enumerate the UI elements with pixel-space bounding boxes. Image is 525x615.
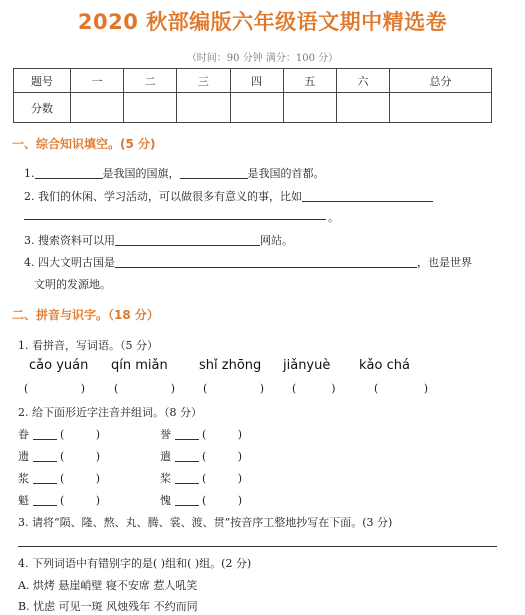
answer-box-1[interactable]: ( ) bbox=[24, 382, 86, 395]
question-2-4: 4. 下列词语中有错别字的是( )组和( )组。(2 分) bbox=[18, 557, 252, 570]
word-box[interactable]: ( ) bbox=[202, 450, 243, 463]
pinyin-5: kǎo chá bbox=[359, 358, 410, 373]
word-box[interactable]: ( ) bbox=[202, 472, 243, 485]
answer-box-2[interactable]: ( ) bbox=[114, 382, 176, 395]
score-header-cell: 六 bbox=[336, 69, 389, 93]
pinyin-blank[interactable] bbox=[175, 427, 199, 440]
score-header-cell: 题号 bbox=[14, 69, 71, 93]
pinyin-blank[interactable] bbox=[175, 449, 199, 462]
score-row-label: 分数 bbox=[14, 93, 71, 123]
q-text: 3. 搜索资料可以用 bbox=[24, 234, 115, 247]
pinyin-blank[interactable] bbox=[33, 427, 57, 440]
section-1-heading: 一、综合知识填空。(5 分) bbox=[12, 137, 156, 151]
pinyin-4: jiǎnyuè bbox=[283, 358, 331, 373]
answer-blank[interactable] bbox=[302, 189, 433, 202]
question-2-2: 2. 给下面形近字注音并组词。（8 分） bbox=[18, 406, 202, 419]
score-cell[interactable] bbox=[71, 93, 124, 123]
char-pair-row bbox=[18, 426, 100, 442]
q-text: 2. 我们的休闲、学习活动，可以做很多有意义的事，比如 bbox=[24, 190, 302, 203]
chinese-char: 魁 bbox=[18, 494, 29, 507]
score-cell[interactable] bbox=[230, 93, 283, 123]
chinese-char: 誉 bbox=[160, 428, 171, 441]
q-text: 4. 四大文明古国是 bbox=[24, 256, 115, 269]
score-cell[interactable] bbox=[177, 93, 230, 123]
score-header-cell: 五 bbox=[283, 69, 336, 93]
char-pair-row bbox=[160, 470, 242, 486]
chinese-char: 眷 bbox=[18, 428, 29, 441]
option-a: A. 烘烤 悬崖峭壁 寝不安席 惹人吼笑 bbox=[18, 579, 198, 592]
pinyin-blank[interactable] bbox=[33, 449, 57, 462]
char-pair-row bbox=[18, 492, 100, 508]
exam-info: （时间：90 分钟 满分：100 分） bbox=[186, 53, 339, 64]
q-text: ，也是世界 bbox=[417, 256, 472, 269]
pinyin-1: cǎo yuán bbox=[29, 358, 89, 373]
q-text: 文明的发源地。 bbox=[34, 278, 111, 291]
q-text: 是我国的首都。 bbox=[247, 167, 325, 180]
chinese-char: 桨 bbox=[160, 472, 171, 485]
word-box[interactable]: ( ) bbox=[60, 494, 101, 507]
score-header-cell: 总分 bbox=[390, 69, 492, 93]
chinese-char: 遣 bbox=[160, 450, 171, 463]
score-header-cell: 四 bbox=[230, 69, 283, 93]
q-text: 是我国的国旗， bbox=[102, 167, 180, 180]
score-header-cell: 三 bbox=[177, 69, 230, 93]
question-2-1: 1. 看拼音，写词语。（5 分） bbox=[18, 339, 158, 352]
pinyin-blank[interactable] bbox=[33, 471, 57, 484]
answer-line[interactable] bbox=[24, 219, 326, 220]
score-cell[interactable] bbox=[336, 93, 389, 123]
pinyin-blank[interactable] bbox=[175, 471, 199, 484]
answer-box-5[interactable]: ( ) bbox=[374, 382, 429, 395]
char-pair-row bbox=[18, 448, 100, 464]
word-box[interactable]: ( ) bbox=[202, 494, 243, 507]
score-header-cell: 二 bbox=[124, 69, 177, 93]
word-box[interactable]: ( ) bbox=[60, 472, 101, 485]
question-1-4 bbox=[24, 254, 472, 270]
answer-blank[interactable] bbox=[180, 166, 248, 179]
answer-line[interactable] bbox=[18, 546, 497, 547]
char-pair-row bbox=[160, 492, 242, 508]
word-box[interactable]: ( ) bbox=[60, 428, 101, 441]
score-cell[interactable] bbox=[283, 93, 336, 123]
word-box[interactable]: ( ) bbox=[202, 428, 243, 441]
char-pair-row bbox=[18, 470, 100, 486]
answer-box-4[interactable]: ( ) bbox=[292, 382, 336, 395]
chinese-char: 愧 bbox=[160, 494, 171, 507]
pinyin-3: shǐ zhōng bbox=[199, 358, 262, 373]
question-1-2 bbox=[24, 188, 433, 204]
score-header-cell: 一 bbox=[71, 69, 124, 93]
score-cell[interactable] bbox=[390, 93, 492, 123]
q-text: 。 bbox=[328, 211, 339, 224]
chinese-char: 浆 bbox=[18, 472, 29, 485]
score-cell[interactable] bbox=[124, 93, 177, 123]
option-b: B. 忧虑 可见一斑 风烛残年 不约而同 bbox=[18, 600, 198, 613]
pinyin-blank[interactable] bbox=[175, 493, 199, 506]
chinese-char: 遗 bbox=[18, 450, 29, 463]
word-box[interactable]: ( ) bbox=[60, 450, 101, 463]
answer-box-3[interactable]: ( ) bbox=[203, 382, 265, 395]
pinyin-blank[interactable] bbox=[33, 493, 57, 506]
char-pair-row bbox=[160, 426, 242, 442]
char-pair-row bbox=[160, 448, 242, 464]
pinyin-2: qín miǎn bbox=[111, 358, 168, 373]
question-1-1 bbox=[24, 165, 325, 181]
score-table bbox=[13, 68, 492, 123]
section-2-heading: 二、拼音与识字。（18 分） bbox=[12, 308, 159, 322]
question-1-3 bbox=[24, 232, 293, 248]
answer-blank[interactable] bbox=[115, 255, 417, 268]
answer-blank[interactable] bbox=[115, 233, 260, 246]
q-number: 1. bbox=[24, 167, 35, 180]
answer-blank[interactable] bbox=[35, 166, 103, 179]
q-text: 网站。 bbox=[260, 234, 293, 247]
question-2-3: 3. 请将“陨、隆、熬、丸、腾、裳、渡、贯”按音序工整地抄写在下面。(3 分) bbox=[18, 516, 393, 529]
page-title: 2020 秋部编版六年级语文期中精选卷 bbox=[77, 10, 448, 34]
